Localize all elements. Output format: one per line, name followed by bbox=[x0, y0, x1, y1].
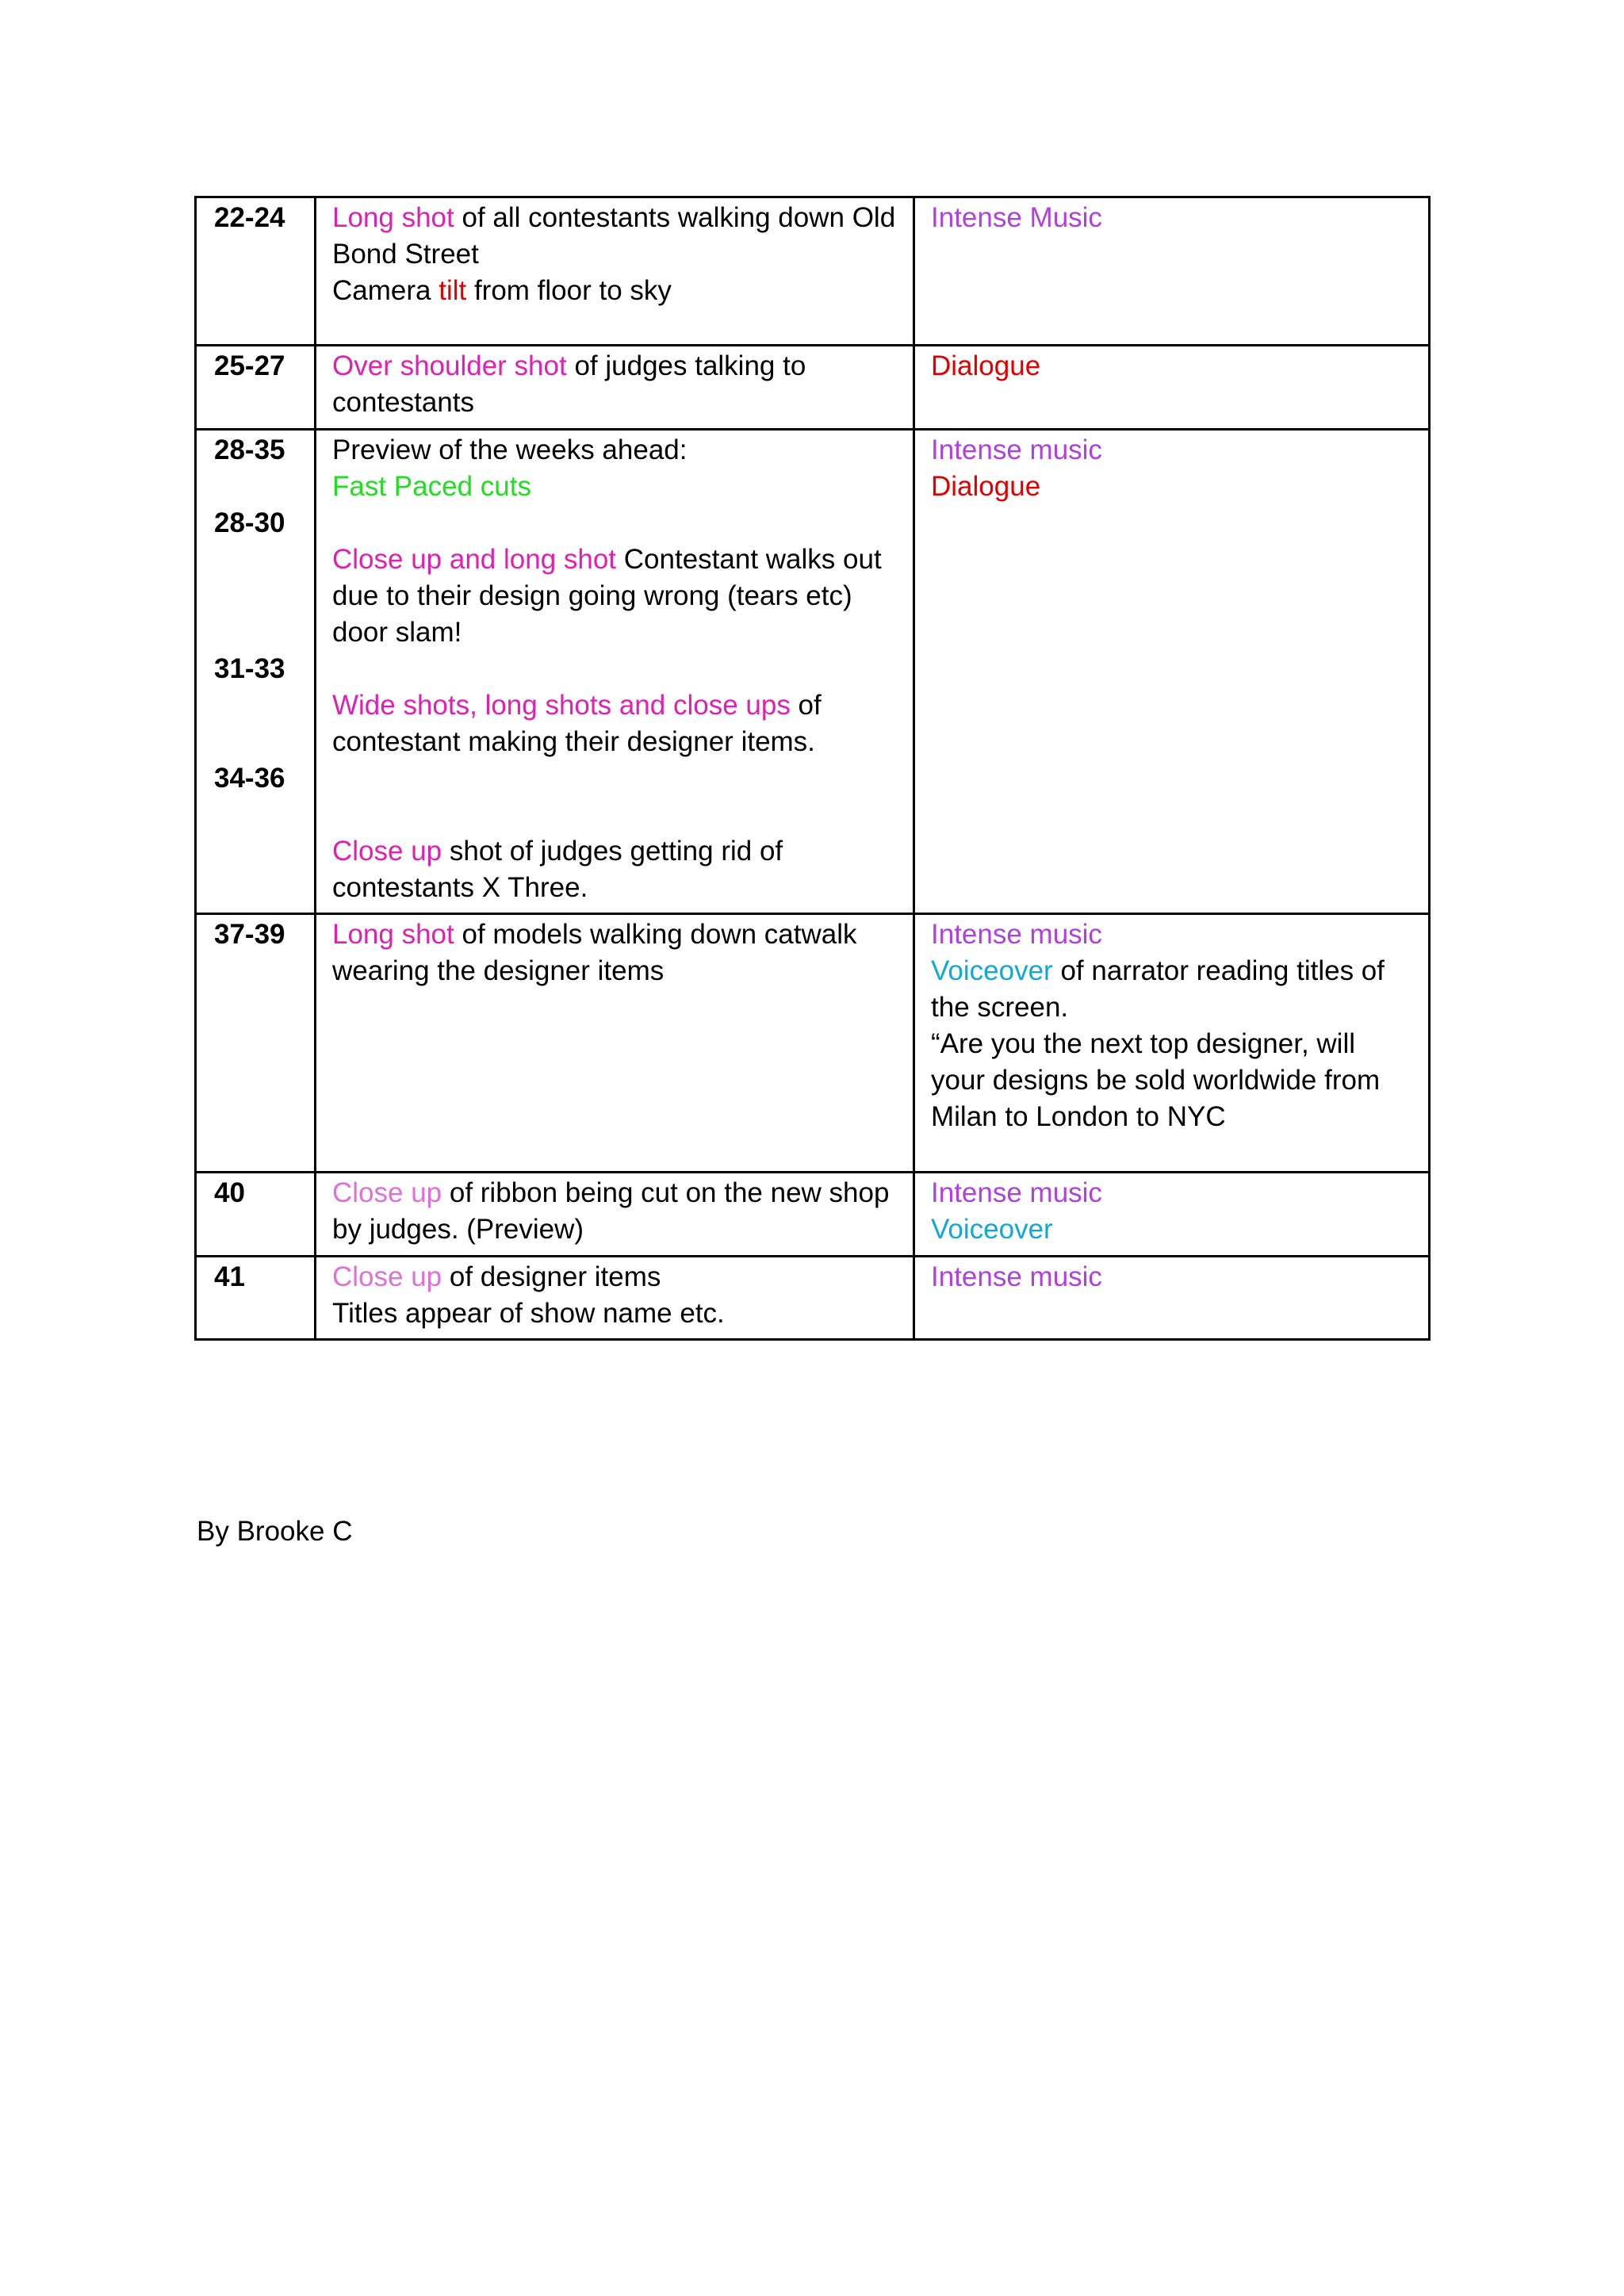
text-segment: the screen. bbox=[931, 992, 1069, 1023]
highlighted-term: Long shot bbox=[332, 202, 454, 233]
visual-line bbox=[332, 385, 897, 421]
visual-line bbox=[332, 469, 897, 505]
text-segment: Camera bbox=[332, 275, 439, 306]
text-segment: contestant making their designer items. bbox=[332, 726, 815, 757]
visual-line bbox=[332, 687, 897, 724]
text-segment: Preview of the weeks ahead: bbox=[332, 434, 688, 465]
sound-cell bbox=[914, 914, 1430, 1173]
blank-line bbox=[214, 469, 298, 505]
storyboard-table bbox=[194, 196, 1431, 1341]
shot-number: 40 bbox=[214, 1177, 245, 1208]
text-segment: of judges talking to bbox=[566, 350, 806, 381]
highlighted-term: Intense Music bbox=[931, 202, 1102, 233]
sound-cell bbox=[914, 346, 1430, 430]
highlighted-term: Close up and long shot bbox=[332, 544, 617, 575]
text-segment: wearing the designer items bbox=[332, 955, 665, 986]
visual-line bbox=[332, 1295, 897, 1332]
text-segment: Titles appear of show name etc. bbox=[332, 1298, 725, 1329]
shot-number: 25-27 bbox=[214, 350, 285, 381]
blank-line bbox=[214, 724, 298, 760]
sound-cell bbox=[914, 1257, 1430, 1340]
visual-description-cell bbox=[316, 1257, 914, 1340]
table-row bbox=[196, 914, 1430, 1173]
sound-line bbox=[931, 1062, 1412, 1099]
text-segment: from floor to sky bbox=[466, 275, 672, 306]
shot-number: 37-39 bbox=[214, 919, 285, 950]
sound-line bbox=[931, 1211, 1412, 1248]
sound-line bbox=[931, 469, 1412, 505]
visual-line bbox=[332, 916, 897, 953]
highlighted-term: Close up bbox=[332, 1177, 442, 1208]
text-segment: contestants X Three. bbox=[332, 872, 588, 903]
visual-description-cell bbox=[316, 1173, 914, 1257]
sound-cell bbox=[914, 1173, 1430, 1257]
highlighted-term: Wide shots, long shots and close ups bbox=[332, 690, 791, 721]
highlighted-term: Close up bbox=[332, 1261, 442, 1292]
highlighted-term: tilt bbox=[439, 275, 467, 306]
blank-line bbox=[332, 797, 897, 833]
shot-number-cell bbox=[196, 197, 316, 346]
sound-line bbox=[931, 1099, 1412, 1135]
text-segment: Milan to London to NYC bbox=[931, 1101, 1226, 1132]
shot-number: 28-30 bbox=[214, 507, 285, 538]
text-segment: of narrator reading titles of bbox=[1052, 955, 1385, 986]
visual-line bbox=[332, 1211, 897, 1248]
visual-line bbox=[332, 432, 897, 469]
sound-line bbox=[931, 1259, 1412, 1295]
sound-line bbox=[931, 916, 1412, 953]
sound-line bbox=[931, 348, 1412, 385]
visual-line bbox=[332, 273, 897, 309]
text-segment: “Are you the next top designer, will bbox=[931, 1028, 1356, 1059]
text-segment: contestants bbox=[332, 387, 474, 418]
blank-line bbox=[214, 687, 298, 724]
highlighted-term: Close up bbox=[332, 836, 442, 867]
text-segment: of ribbon being cut on the new shop bbox=[442, 1177, 890, 1208]
sound-line bbox=[931, 1026, 1412, 1062]
blank-line bbox=[214, 614, 298, 651]
highlighted-term: Dialogue bbox=[931, 350, 1041, 381]
highlighted-term: Over shoulder shot bbox=[332, 350, 567, 381]
highlighted-term: Intense music bbox=[931, 919, 1102, 950]
highlighted-term: Intense music bbox=[931, 434, 1102, 465]
shot-number-cell bbox=[196, 914, 316, 1173]
text-segment: Contestant walks out bbox=[616, 544, 882, 575]
highlighted-term: Voiceover bbox=[931, 955, 1053, 986]
visual-line bbox=[332, 1175, 897, 1211]
visual-line bbox=[332, 833, 897, 870]
shot-number-cell bbox=[196, 430, 316, 914]
text-segment: your designs be sold worldwide from bbox=[931, 1065, 1381, 1096]
visual-description-cell bbox=[316, 430, 914, 914]
blank-line bbox=[214, 578, 298, 614]
visual-line bbox=[332, 953, 897, 989]
visual-line bbox=[332, 614, 897, 651]
text-segment: by judges. (Preview) bbox=[332, 1214, 584, 1245]
shot-number-cell bbox=[196, 1257, 316, 1340]
shot-number-cell bbox=[196, 346, 316, 430]
table-row bbox=[196, 1173, 1430, 1257]
table-row bbox=[196, 346, 1430, 430]
shot-number: 28-35 bbox=[214, 434, 285, 465]
visual-line bbox=[332, 200, 897, 236]
shot-number: 22-24 bbox=[214, 202, 285, 233]
sound-line bbox=[931, 989, 1412, 1026]
sound-line bbox=[931, 432, 1412, 469]
highlighted-term: Intense music bbox=[931, 1261, 1102, 1292]
text-segment: door slam! bbox=[332, 617, 462, 648]
visual-line bbox=[332, 870, 897, 906]
highlighted-term: Long shot bbox=[332, 919, 454, 950]
table-row bbox=[196, 1257, 1430, 1340]
highlighted-term: Fast Paced cuts bbox=[332, 471, 531, 502]
highlighted-term: Dialogue bbox=[931, 471, 1041, 502]
visual-line bbox=[332, 1259, 897, 1295]
highlighted-term: Voiceover bbox=[931, 1214, 1053, 1245]
blank-line bbox=[214, 541, 298, 578]
shot-number-cell bbox=[196, 1173, 316, 1257]
author-credit: By Brooke C bbox=[197, 1516, 353, 1547]
text-segment: due to their design going wrong (tears etc) bbox=[332, 580, 852, 611]
sound-line bbox=[931, 953, 1412, 989]
blank-line bbox=[332, 505, 897, 541]
highlighted-term: Intense music bbox=[931, 1177, 1102, 1208]
table-body bbox=[196, 197, 1430, 1340]
shot-number: 34-36 bbox=[214, 763, 285, 794]
text-segment: shot of judges getting rid of bbox=[442, 836, 783, 867]
table-row bbox=[196, 430, 1430, 914]
text-segment: of bbox=[790, 690, 822, 721]
blank-line bbox=[332, 760, 897, 797]
text-segment: of designer items bbox=[442, 1261, 661, 1292]
visual-line bbox=[332, 578, 897, 614]
sound-cell bbox=[914, 430, 1430, 914]
visual-description-cell bbox=[316, 346, 914, 430]
visual-line bbox=[332, 541, 897, 578]
sound-line bbox=[931, 200, 1412, 236]
shot-number: 41 bbox=[214, 1261, 245, 1292]
table-row bbox=[196, 197, 1430, 346]
blank-line bbox=[332, 651, 897, 687]
shot-number: 31-33 bbox=[214, 653, 285, 684]
visual-description-cell bbox=[316, 197, 914, 346]
visual-line bbox=[332, 236, 897, 273]
sound-cell bbox=[914, 197, 1430, 346]
visual-line bbox=[332, 348, 897, 385]
visual-description-cell bbox=[316, 914, 914, 1173]
text-segment: of all contestants walking down Old bbox=[454, 202, 896, 233]
sound-line bbox=[931, 1175, 1412, 1211]
text-segment: of models walking down catwalk bbox=[454, 919, 857, 950]
visual-line bbox=[332, 724, 897, 760]
text-segment: Bond Street bbox=[332, 239, 479, 270]
